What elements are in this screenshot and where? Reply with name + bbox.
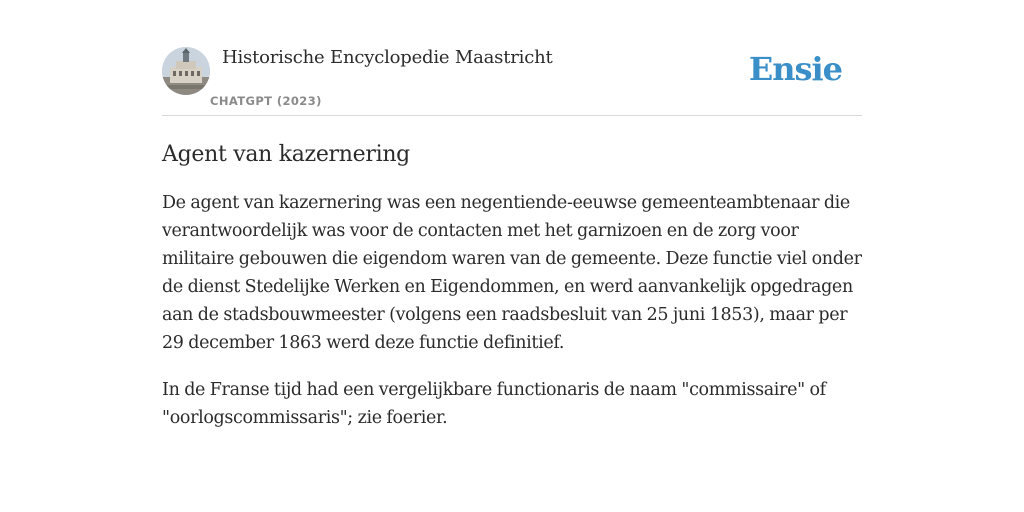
site-title[interactable]: Historische Encyclopedie Maastricht — [222, 47, 553, 68]
article-paragraph: In de Franse tijd had een vergelijkbare functionaris de naam "commissaire" of "oorlogscommissaris"; zie foerier. — [162, 380, 826, 428]
header — [162, 40, 862, 116]
article-title: Agent van kazernering — [162, 142, 410, 167]
brand-logo[interactable]: Ensie — [748, 50, 842, 88]
source-label: CHATGPT (2023) — [210, 94, 322, 108]
town-hall-icon[interactable] — [162, 47, 210, 95]
article-paragraph: De agent van kazernering was een negentiende-eeuwse gemeenteambtenaar die verantwoordelijk was voor de contacten met het garnizoen en de zorg voor militaire gebouwen die eigendom waren van de gemeente. Deze functie viel onder de dienst Stedelijke Werken en Eigendommen, en werd aanvankelijk opgedragen aan de stadsbouwmeester (volgens een raadsbesluit van 25 juni 1853), maar per 29 december 1863 werd deze functie definitief. — [162, 193, 862, 353]
article-card — [162, 40, 862, 432]
